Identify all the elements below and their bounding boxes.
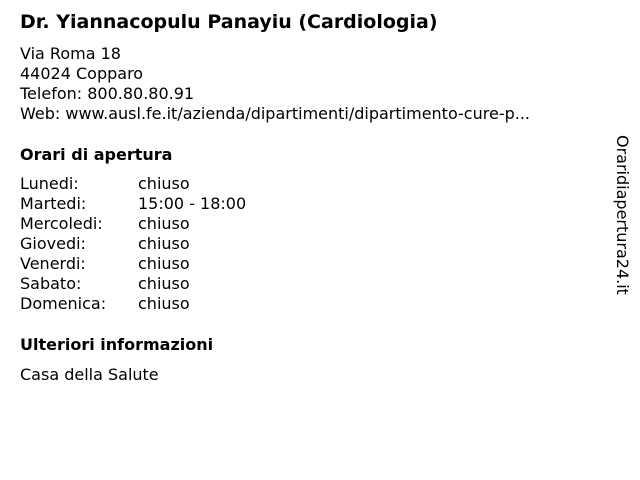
side-brand-watermark [602,135,640,307]
phone-number: Telefon: 800.80.80.91 [20,84,195,103]
day-label: Domenica: [20,294,107,313]
day-hours: chiuso [138,254,190,273]
day-label: Mercoledi: [20,214,103,233]
day-label: Sabato: [20,274,82,293]
address-block [20,44,530,124]
opening-hours-heading: Orari di apertura [20,145,173,164]
day-hours: chiuso [138,214,190,233]
day-hours: 15:00 - 18:00 [138,194,247,213]
further-info-heading: Ulteriori informazioni [20,335,214,354]
day-hours: chiuso [138,294,190,313]
page-title: Dr. Yiannacopulu Panayiu (Cardiologia) [20,11,438,33]
day-hours: chiuso [138,174,190,193]
side-brand-text: Oraridiapertura24.it [613,135,632,295]
day-label: Giovedi: [20,234,86,253]
day-label: Martedi: [20,194,87,213]
website-link[interactable]: Web: www.ausl.fe.it/azienda/dipartimenti/dipartimento-cure-p... [20,104,530,123]
street-address: Via Roma 18 [20,44,121,63]
day-hours: chiuso [138,274,190,293]
further-info-text: Casa della Salute [20,365,159,384]
day-label: Lunedi: [20,174,79,193]
city-address: 44024 Copparo [20,64,144,83]
day-label: Venerdi: [20,254,86,273]
day-hours: chiuso [138,234,190,253]
